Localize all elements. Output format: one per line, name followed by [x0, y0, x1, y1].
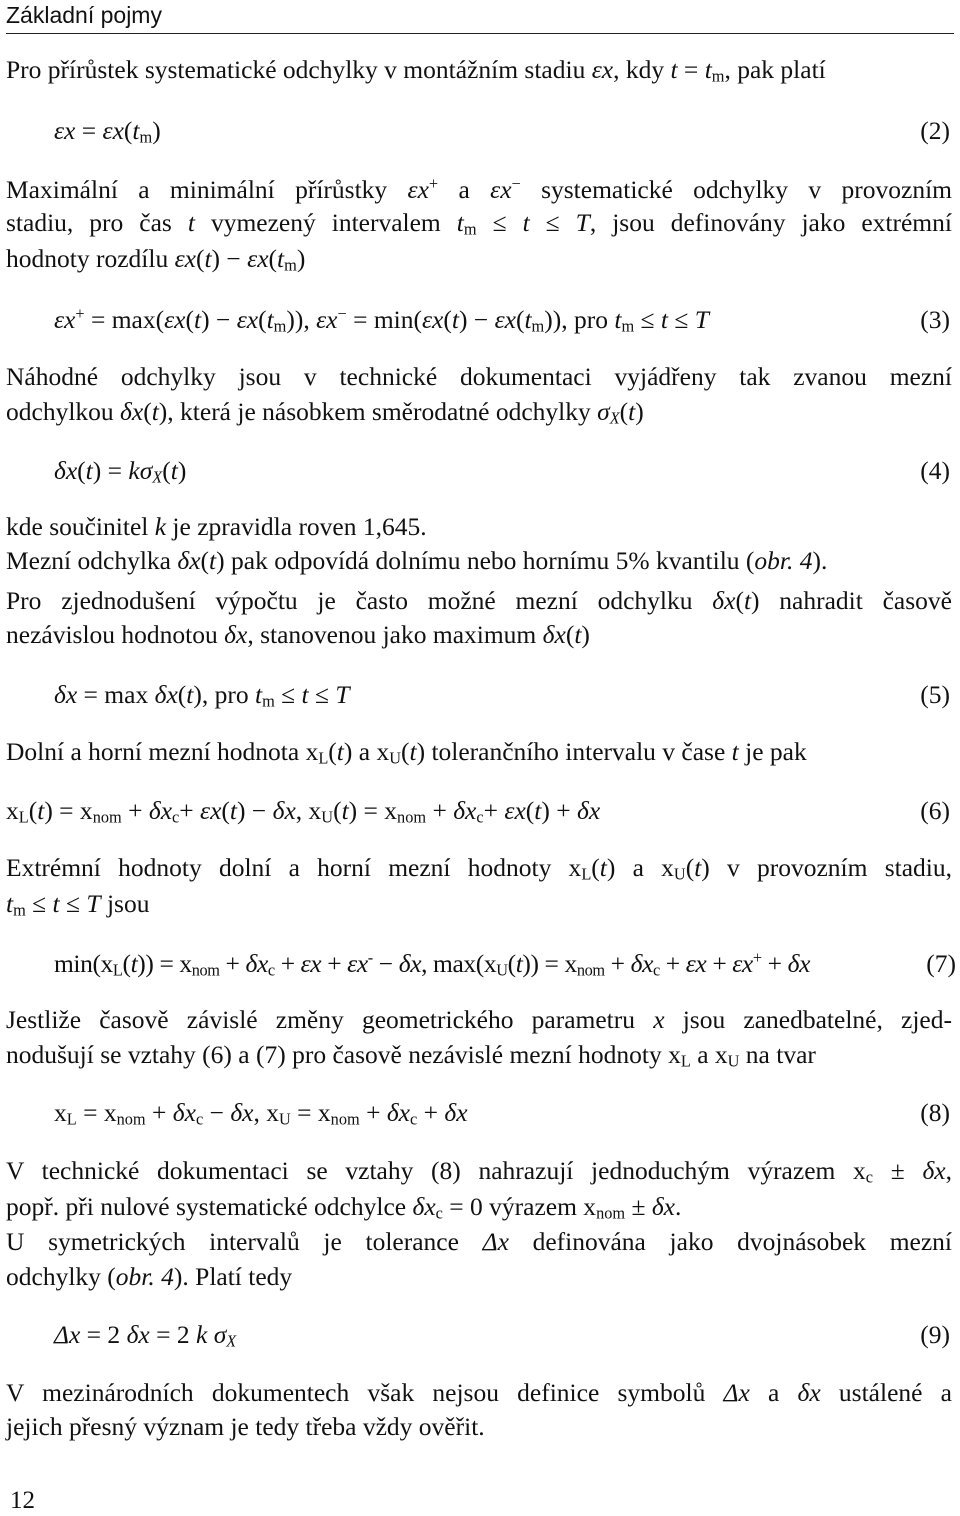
equation-4: $\delta x(t) = k\sigma_X(t)$: [54, 456, 187, 487]
equation-2: $\varepsilon x = \varepsilon x(t_m)$: [54, 116, 161, 147]
text-line: jejich přesný význam je tedy třeba vždy ověřit.: [6, 1412, 485, 1441]
text-line: popř. při nulové systematické odchylce $\delta x_c = 0$ výrazem $x_{nom} \pm \delta x$.: [6, 1192, 682, 1223]
equation-number: (8): [920, 1098, 950, 1127]
header-title: Základní pojmy: [6, 2, 162, 28]
text-line: nodušují se vztahy (6) a (7) pro časově nezávislé mezní hodnoty $x_L$ a $x_U$ na tvar: [6, 1040, 816, 1071]
text-line: Jestliže časově závislé změny geometrického parametru x jsou zanedbatelné, zjed-: [6, 1005, 952, 1034]
text-line: Extrémní hodnoty dolní a horní mezní hodnoty $x_L(t)$ a $x_U(t)$ v provozním stadiu,: [6, 853, 952, 884]
text-line: odchylkou δx(t), která je násobkem směrodatné odchylky $\sigma_X(t)$: [6, 397, 644, 428]
text-line: Náhodné odchylky jsou v technické dokumentaci vyjádřeny tak zvanou mezní: [6, 362, 952, 391]
text-line: $t_m \le t \le T$ jsou: [6, 889, 150, 920]
equation-8: $x_L = x_{nom} + \delta x_c - \delta x$, $x_U = x_{nom} + \delta x_c + \delta x$: [54, 1098, 468, 1129]
page-header: [6, 0, 954, 34]
text-line: Dolní a horní mezní hodnota $x_L(t)$ a $x_U(t)$ tolerančního intervalu v čase t je pak: [6, 737, 807, 768]
text-line: hodnoty rozdílu $\varepsilon x(t) - \varepsilon x(t_m)$: [6, 244, 306, 275]
text-line: nezávislou hodnotou δx, stanovenou jako maximum δx(t): [6, 620, 590, 649]
page-number: 12: [10, 1487, 35, 1514]
equation-number: (6): [920, 796, 950, 825]
text-line: Pro zjednodušení výpočtu je často možné mezní odchylku δx(t) nahradit časově: [6, 586, 952, 615]
equation-3: $\varepsilon x^+ = \max(\varepsilon x(t) - \varepsilon x(t_m))$, $\varepsilon x^- = \min(\varepsilon x(t) - \varepsilon x(t_m))$, pro $t_m \le t \le T$: [54, 304, 709, 336]
text-line: Pro přírůstek systematické odchylky v montážním stadiu εx, kdy $t = t_m$, pak platí: [6, 55, 826, 86]
text-line: V mezinárodních dokumentech však nejsou definice symbolů Δx a δx ustálené a: [6, 1378, 952, 1407]
text-line: kde součinitel k je zpravidla roven 1,645.: [6, 512, 427, 541]
text-line: odchylky (obr. 4). Platí tedy: [6, 1262, 293, 1291]
equation-5: δx = max δx(t), pro $t_m \le t \le T$: [54, 680, 350, 711]
equation-number: (4): [920, 456, 950, 485]
text-line: V technické dokumentaci se vztahy (8) nahrazují jednoduchým výrazem $x_c \pm \delta x$,: [6, 1156, 952, 1187]
equation-6: $x_L(t) = x_{nom} + \delta x_c+ \varepsilon x(t) - \delta x$, $x_U(t) = x_{nom} + \delta x_c+ \varepsilon x(t) + \delta x$: [6, 796, 601, 827]
equation-number: (2): [920, 116, 950, 145]
equation-number: (7): [926, 949, 956, 978]
equation-number: (5): [920, 680, 950, 709]
text-line: Mezní odchylka δx(t) pak odpovídá dolnímu nebo hornímu 5% kvantilu (obr. 4).: [6, 546, 828, 575]
equation-7: $\min(x_L(t)) = x_{nom} + \delta x_c + \varepsilon x + \varepsilon x^- - \delta x$, $\max(x_U(t)) = x_{nom} + \delta x_c + \varepsilon x + \varepsilon x^+ + \delta x$: [54, 948, 810, 980]
equation-9: Δx = 2 δx = 2 k $\sigma_X$: [54, 1320, 237, 1351]
equation-number: (9): [920, 1320, 950, 1349]
text-line: Maximální a minimální přírůstky εx+ a εx− systematické odchylky v provozním: [6, 174, 952, 204]
text-line: U symetrických intervalů je tolerance Δx definována jako dvojnásobek mezní: [6, 1227, 952, 1256]
equation-number: (3): [920, 305, 950, 334]
text-line: stadiu, pro čas t vymezený intervalem $t_m \le t \le T$, jsou definovány jako extrémní: [6, 208, 952, 239]
